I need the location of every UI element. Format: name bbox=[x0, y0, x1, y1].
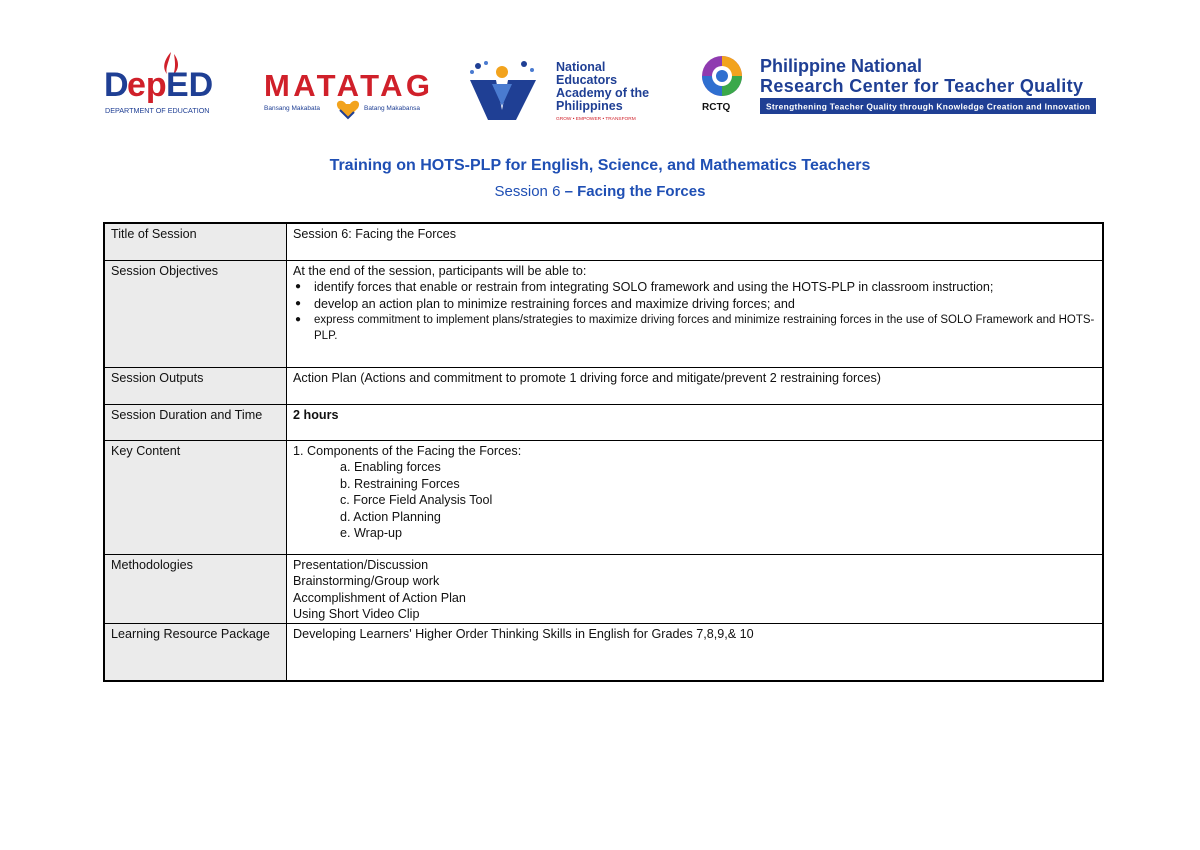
neap-emblem-icon bbox=[470, 61, 536, 120]
list-item: a. Enabling forces bbox=[340, 460, 441, 474]
list-item: Brainstorming/Group work bbox=[293, 574, 440, 588]
svg-text:Strengthening Teacher Quality: Strengthening Teacher Quality through Knowledge Creation and Innovation bbox=[766, 101, 1090, 112]
svg-text:Philippines: Philippines bbox=[556, 99, 623, 113]
list-item: Presentation/Discussion bbox=[293, 557, 429, 572]
svg-text:ep: ep bbox=[127, 66, 167, 104]
svg-text:Research Center for Teacher Qu: Research Center for Teacher Quality bbox=[760, 76, 1083, 96]
list-item: c. Force Field Analysis Tool bbox=[340, 493, 493, 507]
row-value bbox=[287, 554, 1104, 623]
key-content-list bbox=[293, 459, 1097, 542]
objectives-list bbox=[293, 279, 1097, 344]
svg-text:Academy of the: Academy of the bbox=[556, 86, 650, 100]
svg-text:Philippine National: Philippine National bbox=[760, 56, 923, 76]
rctq-emblem-icon bbox=[702, 56, 742, 96]
row-label: Learning Resource Package bbox=[104, 623, 287, 681]
table-row bbox=[104, 367, 1103, 404]
subtitle-topic: – Facing the Forces bbox=[564, 183, 706, 200]
row-value bbox=[287, 260, 1104, 367]
row-label: Title of Session bbox=[104, 223, 287, 260]
list-item: ● identify forces that enable or restrain from integrating SOLO framework and using the HOTS-PLP in classroom instruction; bbox=[293, 279, 1097, 296]
row-value: Session 6: Facing the Forces bbox=[287, 223, 1104, 260]
row-label: Methodologies bbox=[104, 554, 287, 623]
rctq-logo bbox=[696, 50, 1098, 122]
table-row bbox=[104, 260, 1103, 367]
document-title: Training on HOTS-PLP for English, Science, and Mathematics Teachers bbox=[329, 157, 871, 174]
list-item: b. Restraining Forces bbox=[340, 476, 460, 491]
list-item: ● express commitment to implement plans/strategies to maximize driving forces and minimize restraining forces in the use of SOLO Framework and HOTS-PLP. bbox=[293, 312, 1097, 344]
list-item: Accomplishment of Action Plan bbox=[293, 590, 466, 605]
session-table bbox=[103, 222, 1104, 682]
svg-text:D: D bbox=[104, 66, 129, 104]
key-content-intro: 1. Components of the Facing the Forces: bbox=[293, 443, 522, 458]
list-item: ● develop an action plan to minimize restraining forces and maximize driving forces; and bbox=[293, 296, 1097, 313]
row-label: Session Objectives bbox=[104, 260, 287, 367]
table-row bbox=[104, 440, 1103, 554]
svg-text:Batang Makabansa: Batang Makabansa bbox=[364, 105, 421, 112]
svg-text:RCTQ: RCTQ bbox=[702, 102, 731, 113]
table-row bbox=[104, 554, 1103, 623]
table-row bbox=[104, 223, 1103, 260]
row-value bbox=[287, 440, 1104, 554]
svg-text:National: National bbox=[556, 60, 606, 74]
row-label: Session Outputs bbox=[104, 367, 287, 404]
svg-text:ED: ED bbox=[166, 66, 214, 104]
table-row bbox=[104, 404, 1103, 440]
list-item: d. Action Planning bbox=[340, 509, 441, 524]
svg-text:GROW • EMPOWER • TRANSFORM: GROW • EMPOWER • TRANSFORM bbox=[556, 117, 636, 122]
list-item: Using Short Video Clip bbox=[293, 607, 420, 621]
row-value: Developing Learners' Higher Order Thinking Skills in English for Grades 7,8,9,& 10 bbox=[287, 623, 1104, 681]
subtitle-session: Session 6 bbox=[494, 183, 561, 200]
deped-logo bbox=[104, 50, 239, 120]
row-value: Action Plan (Actions and commitment to promote 1 driving force and mitigate/prevent 2 restraining forces) bbox=[287, 367, 1104, 404]
matatag-logo bbox=[264, 68, 434, 124]
matatag-heart-icon bbox=[337, 101, 359, 118]
deped-caption: DEPARTMENT OF EDUCATION bbox=[105, 106, 210, 115]
svg-text:MATATAG: MATATAG bbox=[264, 68, 430, 103]
svg-text:Bansang Makabata: Bansang Makabata bbox=[264, 105, 321, 112]
methodologies-list bbox=[293, 557, 1097, 623]
document-subtitle bbox=[0, 183, 1200, 200]
row-value bbox=[287, 404, 1104, 440]
list-item: e. Wrap-up bbox=[340, 526, 403, 540]
row-label: Session Duration and Time bbox=[104, 404, 287, 440]
row-label: Key Content bbox=[104, 440, 287, 554]
svg-text:Educators: Educators bbox=[556, 73, 618, 87]
objectives-intro: At the end of the session, participants will be able to: bbox=[293, 263, 587, 278]
neap-logo bbox=[464, 58, 664, 126]
table-row bbox=[104, 623, 1103, 681]
duration-value: 2 hours bbox=[293, 407, 339, 422]
